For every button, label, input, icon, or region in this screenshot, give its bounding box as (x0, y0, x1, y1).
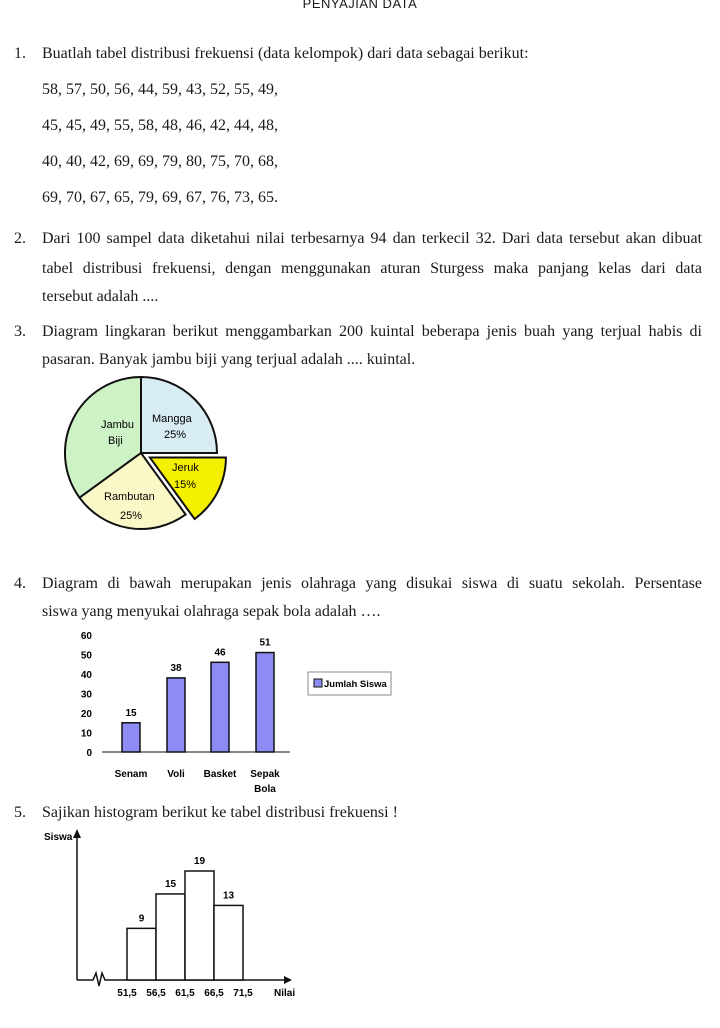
page-title: PENYAJIAN DATA (302, 0, 418, 11)
bar-value-label: 38 (170, 662, 182, 674)
q2-number: 2. (14, 230, 26, 247)
q4-text-line: siswa yang menyukai olahraga sepak bola adalah …. (42, 603, 381, 620)
q5-number: 5. (14, 804, 26, 821)
histogram-bar (127, 928, 156, 980)
y-tick-label: 20 (80, 709, 92, 720)
pie-value-rambutan: 25% (120, 510, 143, 522)
q2-text-line: tabel distribusi frekuensi, dengan menggunakan aturan Sturgess maka panjang kelas dari data (42, 260, 702, 277)
q1-data-row: 45, 45, 49, 55, 58, 48, 46, 42, 44, 48, (42, 117, 278, 134)
histogram-value-label: 15 (164, 878, 177, 890)
x-axis-arrow-icon (284, 976, 292, 984)
q3-text-line: Diagram lingkaran berikut menggambarkan 200 kuintal beberapa jenis buah yang terjual habis di (42, 323, 702, 340)
histogram-y-label: Siswa (44, 832, 73, 843)
pie-value-jeruk: 15% (174, 479, 197, 491)
q1-data-row: 69, 70, 67, 65, 79, 69, 67, 76, 73, 65. (42, 189, 278, 206)
histogram-value-label: 19 (193, 856, 206, 867)
pie-label-jeruk: Jeruk (172, 462, 199, 474)
histogram-x-label: Nilai (274, 988, 296, 999)
bar-value-label: 46 (214, 647, 226, 659)
q5-text: Sajikan histogram berikut ke tabel distribusi frekuensi ! (42, 804, 398, 821)
legend-label: Jumlah Siswa (324, 679, 387, 690)
q1-data-row: 58, 57, 50, 56, 44, 59, 43, 52, 55, 49, (42, 81, 278, 98)
category-label: Basket (203, 769, 237, 780)
histogram-value-label: 13 (222, 890, 235, 902)
bar-value-label: 15 (125, 707, 137, 719)
q2-text-line: tersebut adalah .... (42, 288, 159, 305)
category-label: Voli (167, 769, 185, 780)
histogram-boundary-label: 61,5 (175, 988, 195, 999)
pie-label-jambu: Jambu (101, 419, 135, 431)
q3-text-line: pasaran. Banyak jambu biji yang terjual adalah .... kuintal. (42, 351, 416, 368)
histogram-boundary-label: 51,5 (117, 988, 137, 999)
histogram-value-label: 9 (138, 913, 145, 925)
y-tick-label: 50 (80, 650, 92, 662)
histogram-bar (156, 894, 185, 980)
y-tick-label: 60 (80, 631, 92, 642)
category-label: Senam (114, 769, 148, 780)
pie-label-rambutan: Rambutan (104, 491, 155, 503)
pie-value-mangga: 25% (164, 429, 187, 441)
y-tick-label: 10 (80, 728, 92, 740)
histogram-boundary-label: 66,5 (204, 988, 224, 999)
q3-number: 3. (14, 323, 26, 340)
bar-value-label: 51 (259, 637, 271, 649)
y-tick-label: 30 (80, 689, 92, 701)
q2-text-line: Dari 100 sampel data diketahui nilai terbesarnya 94 dan terkecil 32. Dari data tersebut akan dibuat (42, 230, 702, 247)
pie-label-jambu: Biji (108, 435, 123, 447)
pie-label-mangga: Mangga (152, 413, 192, 425)
histogram-boundary-label: 71,5 (233, 988, 253, 999)
y-tick-label: 40 (80, 670, 92, 681)
category-label: Bola (254, 784, 276, 795)
y-tick-label: 0 (86, 748, 92, 759)
q4-number: 4. (14, 575, 26, 592)
q1-text: Buatlah tabel distribusi frekuensi (data kelompok) dari data sebagai berikut: (42, 45, 529, 62)
q4-text-line: Diagram di bawah merupakan jenis olahraga yang disukai siswa di suatu sekolah. Persentase (42, 575, 702, 592)
y-axis-arrow-icon (73, 829, 81, 838)
q1-data-row: 40, 40, 42, 69, 69, 79, 80, 75, 70, 68, (42, 153, 278, 170)
histogram-bar (185, 871, 214, 980)
histogram-boundary-label: 56,5 (146, 988, 166, 999)
category-label: Sepak (250, 769, 280, 780)
q1-number: 1. (14, 45, 26, 62)
histogram-bar (214, 905, 243, 980)
